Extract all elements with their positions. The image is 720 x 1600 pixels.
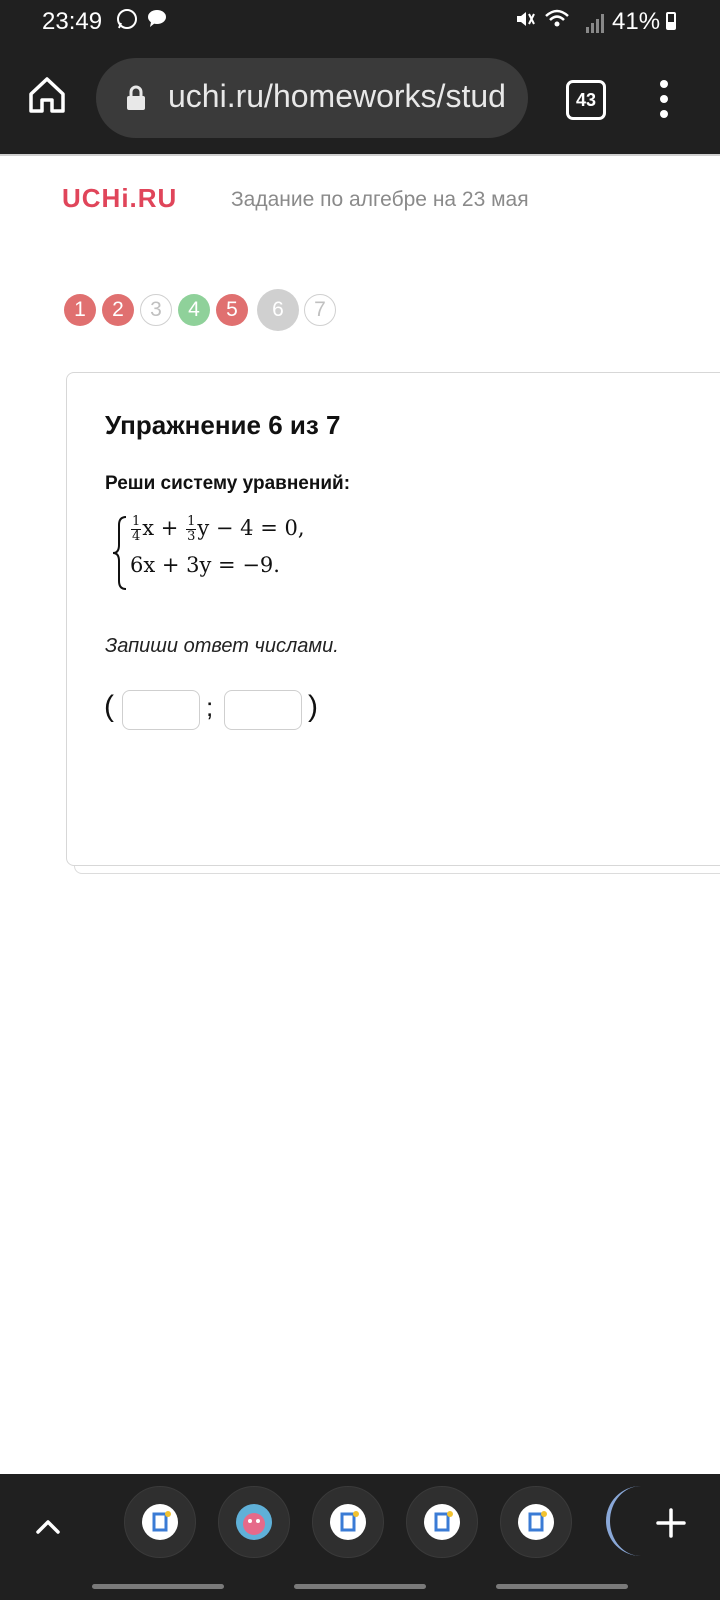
toolbar-divider [0,154,720,156]
exercise-prompt: Реши систему уравнений: [105,473,351,494]
signal-icon [585,12,607,32]
browser-toolbar [0,44,720,154]
equation-1-part1: x + [142,516,179,540]
step-4[interactable]: 4 [178,294,210,326]
tab-switcher-bar [0,1474,720,1600]
uchi-logo[interactable]: UCHi.RU [62,183,178,213]
answer-x-input[interactable] [122,690,200,730]
step-2[interactable]: 2 [102,294,134,326]
task-title: Задание по алгебре на 23 мая [231,188,529,211]
address-bar[interactable] [96,58,528,138]
fraction-1-4: $\frac{1}{4}$ [132,514,141,544]
tab-uchi-icon[interactable] [124,1486,196,1558]
tab-uchi-icon[interactable] [312,1486,384,1558]
exercise-card [66,372,720,866]
status-bar [0,0,720,44]
whatsapp-icon [116,8,138,36]
tab-pet-icon[interactable] [218,1486,290,1558]
nav-pill [92,1584,224,1589]
plus-icon[interactable] [654,1506,688,1545]
fraction-1-3: $\frac{1}{3}$ [187,514,196,544]
status-time: 23:49 [42,8,103,35]
step-5[interactable]: 5 [216,294,248,326]
message-icon [147,8,167,34]
equation-1 [130,515,305,544]
exercise-hint: Запиши ответ числами. [105,635,339,657]
lock-icon [124,84,148,117]
open-paren: ( [104,690,114,723]
url-text[interactable]: uchi.ru/homeworks/stud [168,78,506,114]
step-6-current[interactable]: 6 [257,289,299,331]
step-1[interactable]: 1 [64,294,96,326]
home-icon[interactable] [26,74,68,121]
tab-uchi-icon[interactable] [500,1486,572,1558]
nav-pill [496,1584,628,1589]
equation-1-part2: y − 4 = 0, [197,516,305,540]
exercise-title: Упражнение 6 из 7 [105,410,341,440]
system-brace [112,515,128,596]
tab-uchi-icon[interactable] [406,1486,478,1558]
step-3[interactable]: 3 [140,294,172,326]
step-7[interactable]: 7 [304,294,336,326]
tabs-icon[interactable]: 43 [566,80,606,120]
battery-icon [666,12,676,30]
menu-icon[interactable] [660,80,668,125]
answer-separator: ; [206,692,214,722]
answer-y-input[interactable] [224,690,302,730]
close-paren: ) [308,690,318,723]
mute-icon [514,8,536,36]
equation-2: 6x + 3y = −9. [130,553,280,577]
chevron-up-icon[interactable] [32,1512,64,1549]
nav-pill [294,1584,426,1589]
wifi-icon [544,8,570,36]
battery-percent: 41% [612,8,661,35]
